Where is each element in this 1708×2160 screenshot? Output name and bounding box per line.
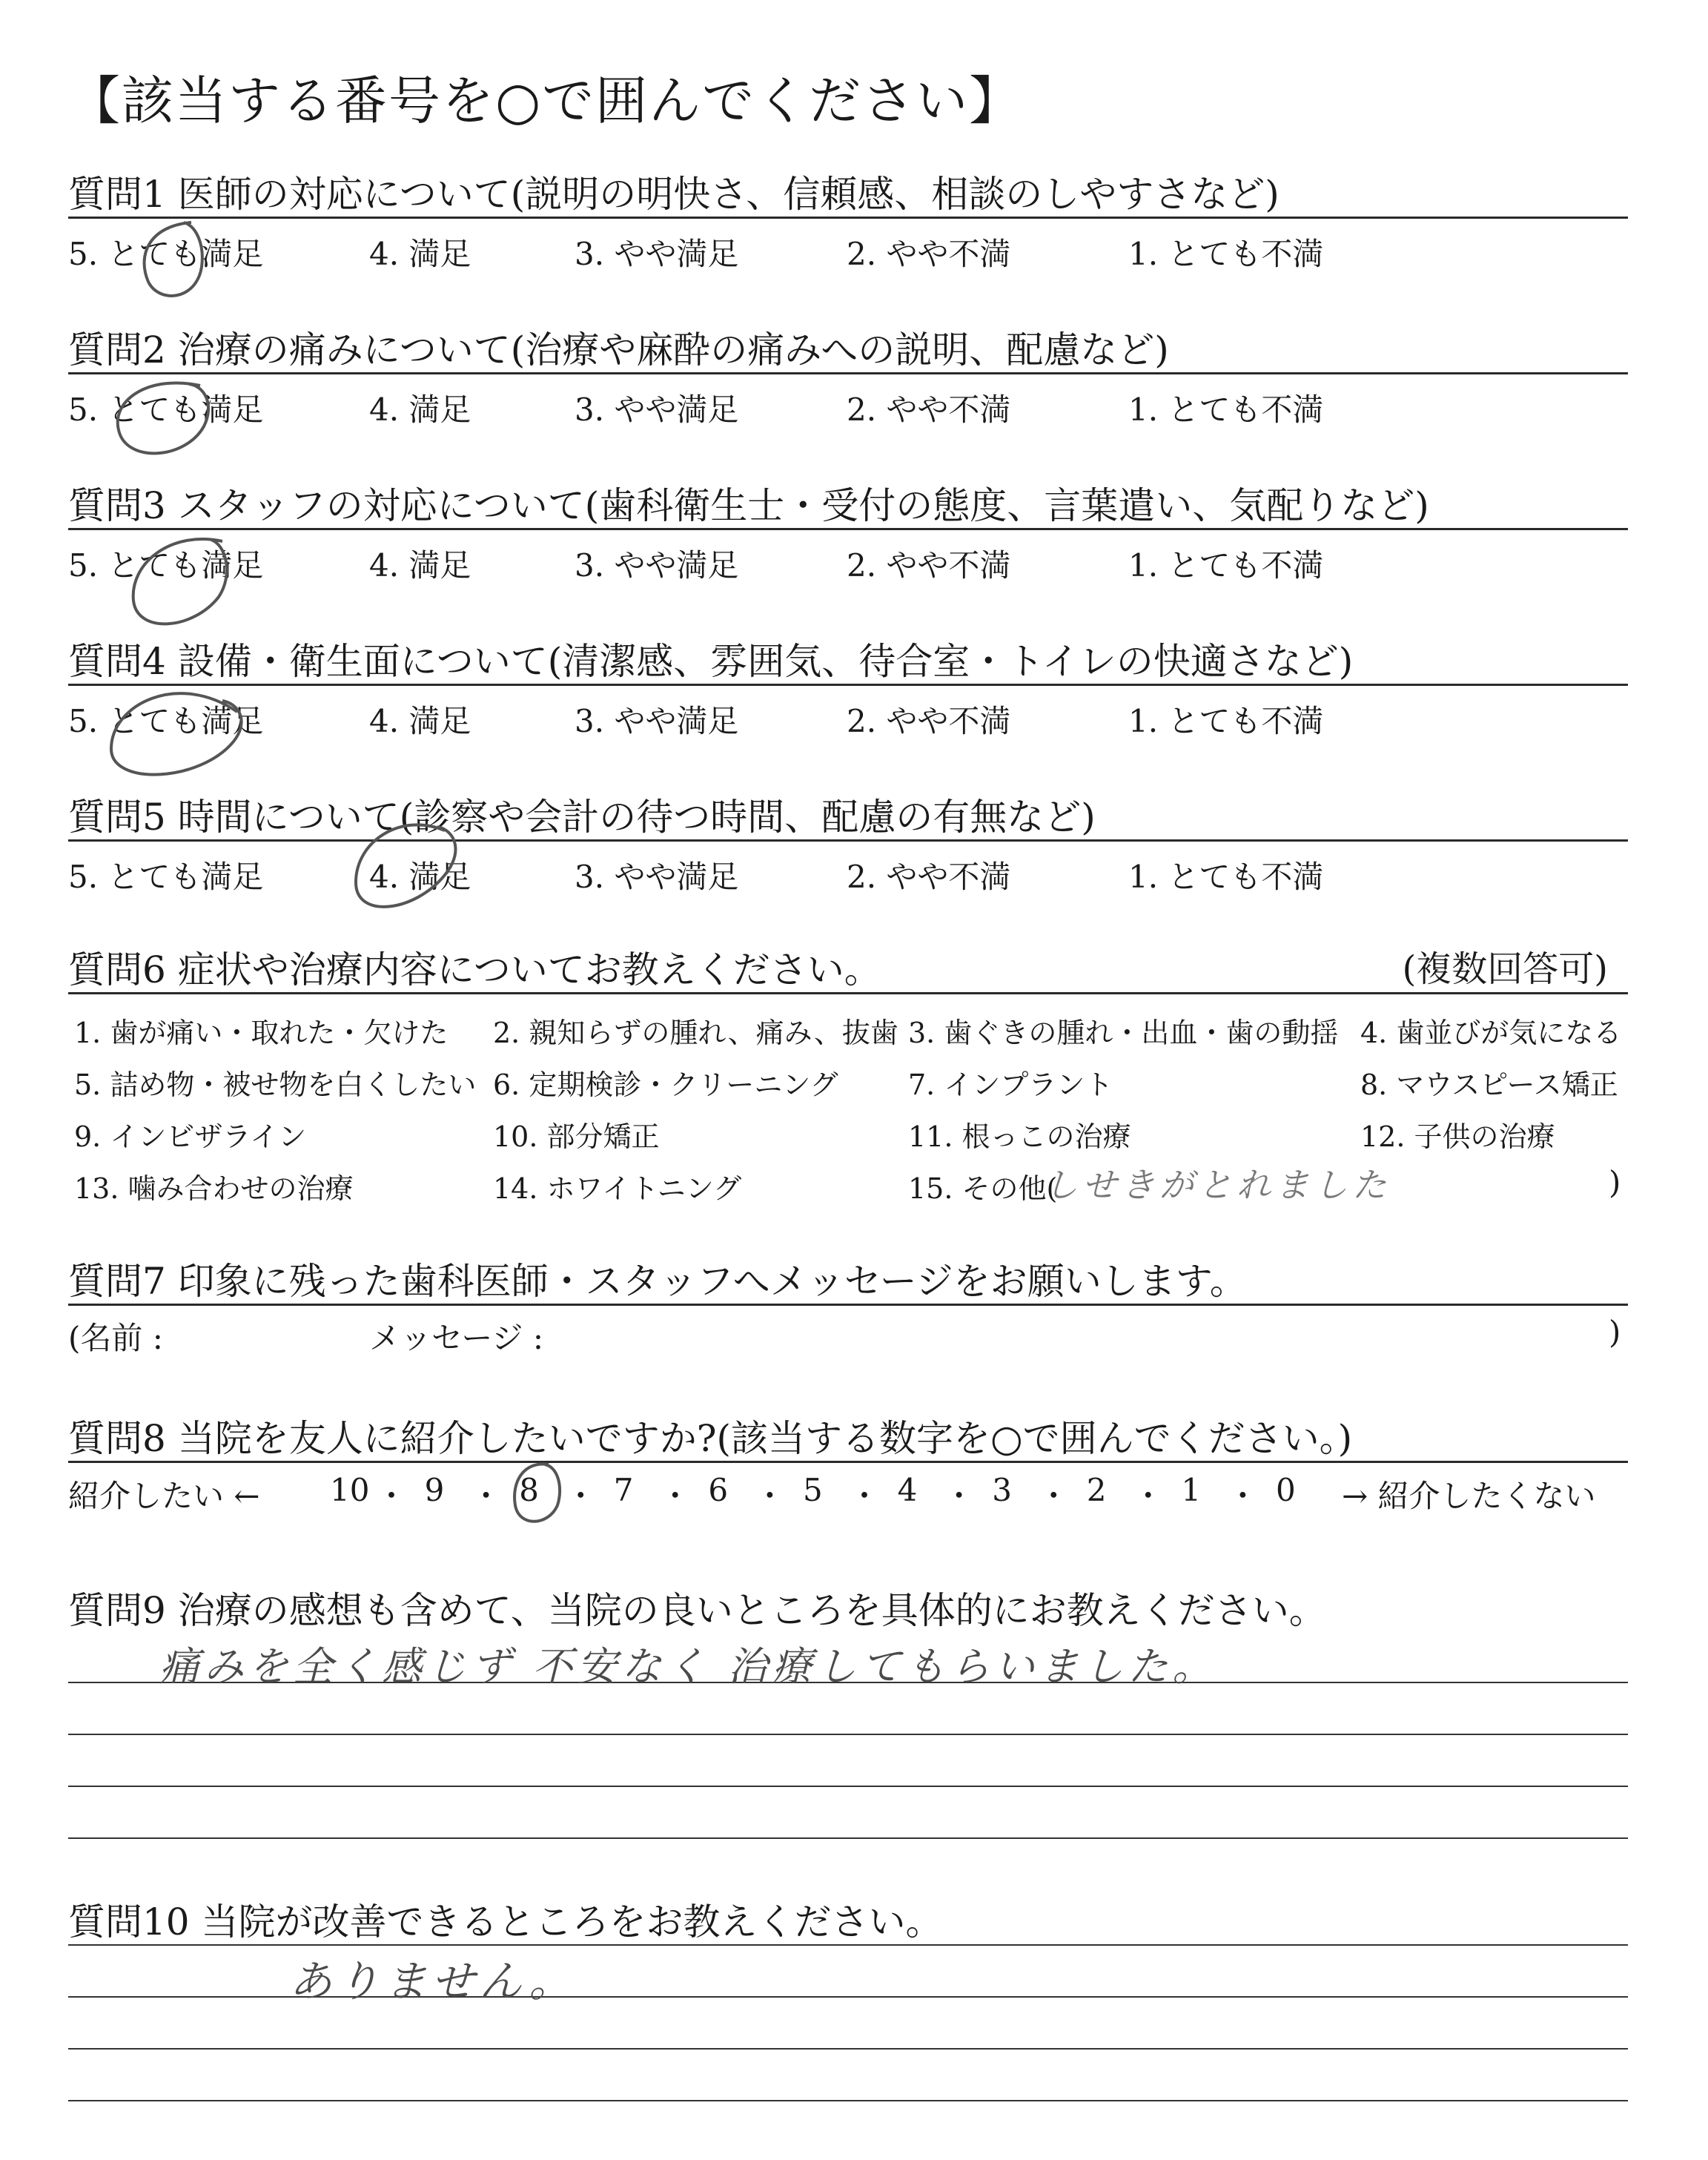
q1-option-3[interactable]: 3. やや満足	[575, 236, 739, 272]
q6-symptom-9[interactable]: 9. インビザライン	[74, 1120, 307, 1153]
q5-option-3[interactable]: 3. やや満足	[575, 859, 739, 895]
q4-option-3[interactable]: 3. やや満足	[575, 703, 739, 739]
q6-rule	[68, 992, 1628, 994]
q1-option-1[interactable]: 1. とても不満	[1128, 236, 1324, 272]
q8-separator: ・	[943, 1478, 975, 1514]
q4-option-5[interactable]: 5. とても満足	[68, 703, 264, 739]
q8-title: 質問8 当院を友人に紹介したいですか?(該当する数字を○で囲んでください。)	[68, 1417, 1353, 1460]
q6-symptom-14[interactable]: 14. ホワイトニング	[493, 1172, 742, 1205]
q8-scale-2[interactable]: 2	[1086, 1472, 1107, 1508]
q8-separator: ・	[1227, 1478, 1259, 1514]
q8-rule	[68, 1461, 1628, 1463]
q2-option-4[interactable]: 4. 満足	[369, 392, 471, 428]
q6-symptom-11[interactable]: 11. 根っこの治療	[908, 1120, 1131, 1153]
q2-option-2[interactable]: 2. やや不満	[847, 392, 1011, 428]
q6-symptom-6[interactable]: 6. 定期検診・クリーニング	[493, 1069, 838, 1101]
q6-symptom-1[interactable]: 1. 歯が痛い・取れた・欠けた	[74, 1017, 448, 1049]
q10-line-4	[68, 2100, 1628, 2101]
q5-option-2[interactable]: 2. やや不満	[847, 859, 1011, 895]
q5-option-1[interactable]: 1. とても不満	[1128, 859, 1324, 895]
q8-scale-8[interactable]: 8	[519, 1472, 539, 1508]
q8-scale-0[interactable]: 0	[1276, 1472, 1296, 1508]
q8-right-label: → 紹介したくない	[1342, 1478, 1596, 1514]
q6-symptom-10[interactable]: 10. 部分矯正	[493, 1120, 660, 1153]
q8-scale-10[interactable]: 10	[330, 1472, 370, 1508]
q8-left-label: 紹介したい ←	[68, 1478, 260, 1514]
q1-option-4[interactable]: 4. 満足	[369, 236, 471, 272]
q3-option-3[interactable]: 3. やや満足	[575, 547, 739, 584]
q9-title: 質問9 治療の感想も含めて、当院の良いところを具体的にお教えください。	[68, 1589, 1326, 1632]
q6-symptom-5[interactable]: 5. 詰め物・被せ物を白くしたい	[74, 1069, 477, 1101]
q8-separator: ・	[470, 1478, 502, 1514]
q1-title: 質問1 医師の対応について(説明の明快さ、信頼感、相談のしやすさなど)	[68, 173, 1280, 216]
q3-option-1[interactable]: 1. とても不満	[1128, 547, 1324, 584]
q10-line-3	[68, 2048, 1628, 2050]
q10-title: 質問10 当院が改善できるところをお教えください。	[68, 1900, 943, 1943]
q3-rule	[68, 528, 1628, 530]
q8-separator: ・	[1038, 1478, 1070, 1514]
q6-symptom-13[interactable]: 13. 噛み合わせの治療	[74, 1172, 354, 1205]
q8-separator: ・	[849, 1478, 881, 1514]
q2-option-5[interactable]: 5. とても満足	[68, 392, 264, 428]
q6-symptom-8[interactable]: 8. マウスピース矯正	[1360, 1069, 1618, 1101]
q6-multiple-note: (複数回答可)	[1402, 948, 1608, 990]
q8-scale-7[interactable]: 7	[613, 1472, 634, 1508]
q4-rule	[68, 684, 1628, 686]
q7-message-label: メッセージ :	[369, 1320, 543, 1356]
q8-separator: ・	[376, 1478, 408, 1514]
q8-separator: ・	[1132, 1478, 1164, 1514]
q6-symptom-2[interactable]: 2. 親知らずの腫れ、痛み、抜歯	[493, 1017, 898, 1049]
q8-scale-6[interactable]: 6	[708, 1472, 729, 1508]
q2-title: 質問2 治療の痛みについて(治療や麻酔の痛みへの説明、配慮など)	[68, 328, 1169, 371]
q6-symptom-7[interactable]: 7. インプラント	[908, 1069, 1113, 1101]
q7-name-label: (名前 :	[68, 1320, 163, 1356]
survey-header: 【該当する番号を○で囲んでください】	[68, 70, 1023, 131]
q7-title: 質問7 印象に残った歯科医師・スタッフへメッセージをお願いします。	[68, 1260, 1247, 1303]
q3-option-5[interactable]: 5. とても満足	[68, 547, 264, 584]
q10-line-1	[68, 1944, 1628, 1946]
q5-option-4[interactable]: 4. 満足	[369, 859, 471, 895]
q1-option-2[interactable]: 2. やや不満	[847, 236, 1011, 272]
q8-separator: ・	[659, 1478, 691, 1514]
q8-scale-3[interactable]: 3	[992, 1472, 1012, 1508]
q7-close-paren: )	[1609, 1314, 1621, 1350]
q8-separator: ・	[565, 1478, 597, 1514]
q9-line-3	[68, 1786, 1628, 1787]
q6-symptom-4[interactable]: 4. 歯並びが気になる	[1360, 1017, 1622, 1049]
q4-option-2[interactable]: 2. やや不満	[847, 703, 1011, 739]
q10-handwritten-answer[interactable]: ありません。	[289, 1956, 577, 2007]
q3-option-2[interactable]: 2. やや不満	[847, 547, 1011, 584]
q5-title: 質問5 時間について(診察や会計の待つ時間、配慮の有無など)	[68, 796, 1096, 839]
q8-separator: ・	[754, 1478, 786, 1514]
q9-line-4	[68, 1837, 1628, 1839]
q5-option-5[interactable]: 5. とても満足	[68, 859, 264, 895]
q6-symptom-15[interactable]: 15. その他(	[908, 1172, 1058, 1205]
q6-other-handwriting[interactable]: しせきがとれました	[1044, 1165, 1391, 1205]
q1-rule	[68, 217, 1628, 219]
q3-title: 質問3 スタッフの対応について(歯科衛生士・受付の態度、言葉遣い、気配りなど)	[68, 484, 1429, 527]
q4-option-4[interactable]: 4. 満足	[369, 703, 471, 739]
q8-scale-9[interactable]: 9	[424, 1472, 445, 1508]
q9-line-2	[68, 1734, 1628, 1735]
q3-option-4[interactable]: 4. 満足	[369, 547, 471, 584]
q6-symptom-12[interactable]: 12. 子供の治療	[1360, 1120, 1555, 1153]
q5-rule	[68, 839, 1628, 842]
q6-symptom-3[interactable]: 3. 歯ぐきの腫れ・出血・歯の動揺	[908, 1017, 1339, 1049]
q8-scale-5[interactable]: 5	[803, 1472, 823, 1508]
q2-option-1[interactable]: 1. とても不満	[1128, 392, 1324, 428]
q4-title: 質問4 設備・衛生面について(清潔感、雰囲気、待合室・トイレの快適さなど)	[68, 640, 1354, 683]
q4-option-1[interactable]: 1. とても不満	[1128, 703, 1324, 739]
q2-rule	[68, 372, 1628, 374]
q7-rule	[68, 1304, 1628, 1306]
q6-other-close: )	[1609, 1164, 1621, 1200]
q1-option-5[interactable]: 5. とても満足	[68, 236, 264, 272]
q6-title: 質問6 症状や治療内容についてお教えください。	[68, 948, 881, 991]
q8-scale-4[interactable]: 4	[897, 1472, 918, 1508]
q2-option-3[interactable]: 3. やや満足	[575, 392, 739, 428]
q8-scale-1[interactable]: 1	[1181, 1472, 1202, 1508]
q9-handwritten-answer[interactable]: 痛みを全く感じず 不安なく 治療してもらいました。	[159, 1643, 1217, 1690]
